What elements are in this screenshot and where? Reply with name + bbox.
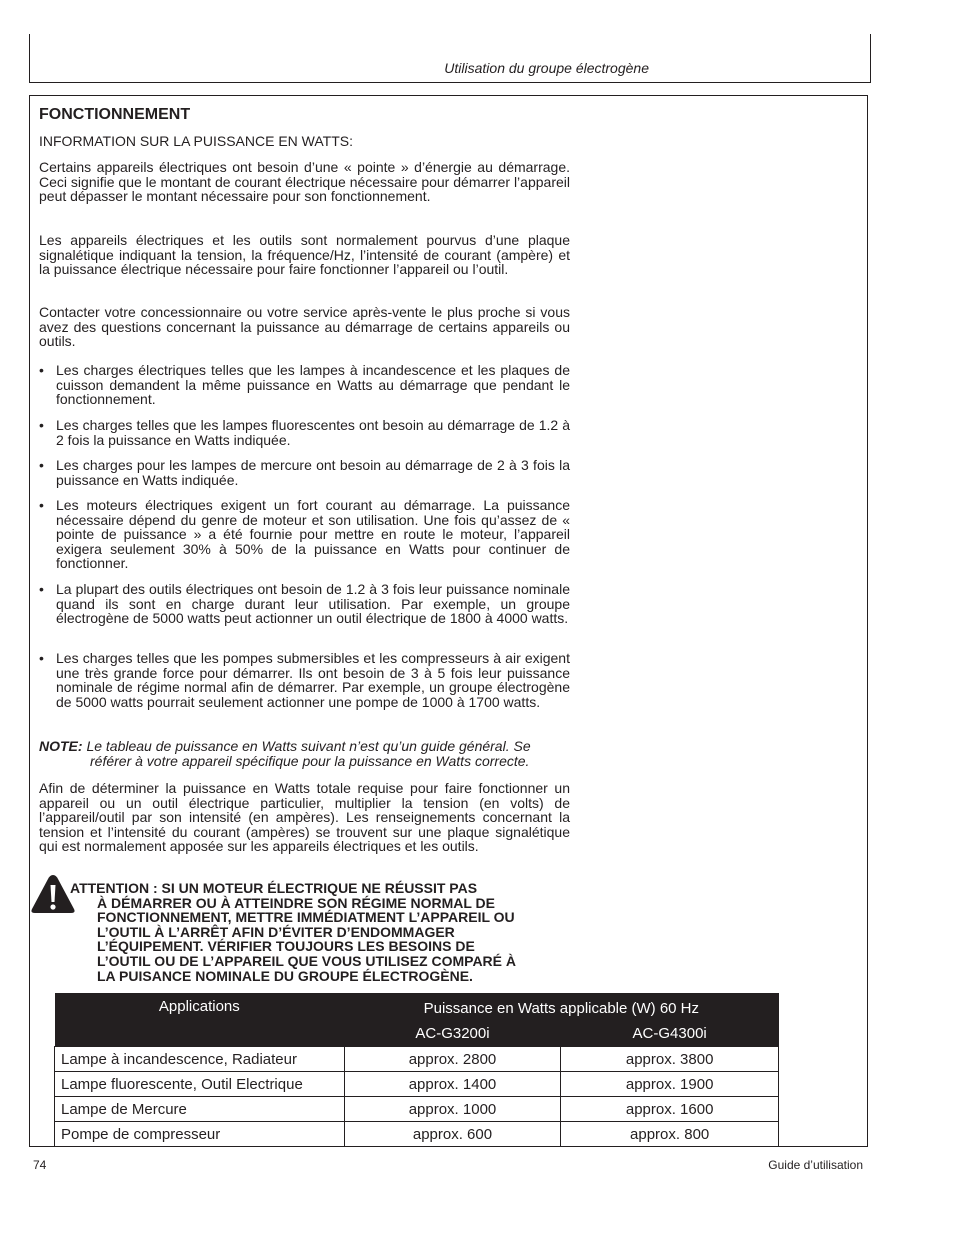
footer-guide-title: Guide d’utilisation bbox=[768, 1158, 863, 1172]
model-2-cell: approx. 800 bbox=[561, 1122, 779, 1147]
list-item-text: La plupart des outils électriques ont besoin de 1.2 à 3 fois leur puissance nominale quand ils sont en charge durant leur utilisation. Par exemple, un groupe électrogène de 5000 watts peut actionner un outil électrique de 1800 à 4000 watts. bbox=[56, 581, 570, 626]
table-row bbox=[55, 1097, 779, 1122]
column-header-model-1: AC-G3200i bbox=[344, 1021, 561, 1047]
list-item bbox=[39, 582, 570, 626]
paragraph-1: Certains appareils électriques ont besoin d’une « pointe » d’énergie au démarrage. Ceci signifie que le montant de courant électrique nécessaire pour démarrer l’appareil peut dépasser le montant nécessaire pour son fonctionnement. bbox=[39, 159, 570, 204]
list-item-text: Les charges électriques telles que les lampes à incandescence et les plaques de cuisson demandent la même puissance en Watts au démarrage que pendant le fonctionnement. bbox=[56, 362, 570, 407]
bullet-icon: • bbox=[39, 362, 44, 378]
bullet-icon: • bbox=[39, 497, 44, 513]
bullet-icon: • bbox=[39, 417, 44, 433]
model-1-cell: approx. 1000 bbox=[344, 1097, 561, 1122]
bullet-icon: • bbox=[39, 650, 44, 666]
note-text-line-2: référer à votre appareil spécifique pour la puissance en Watts correcte. bbox=[90, 753, 530, 769]
list-item bbox=[39, 498, 570, 571]
model-2-cell: approx. 1900 bbox=[561, 1072, 779, 1097]
column-header-model-2: AC-G4300i bbox=[561, 1021, 779, 1047]
section-subtitle: INFORMATION SUR LA PUISSANCE EN WATTS: bbox=[39, 133, 353, 149]
note bbox=[39, 739, 584, 769]
table-row bbox=[55, 1072, 779, 1097]
list-item-text: Les charges telles que les pompes submersibles et les compresseurs à air exigent une très grande force pour démarrer. Ils ont besoin de 3 à 5 fois leur puissance nominale de régime normal afin de démarrer. Par exemple, un groupe électrogène de 5000 watts pourrait seulement actionner une pompe de 1000 à 1700 watts. bbox=[56, 650, 570, 710]
section-title: FONCTIONNEMENT bbox=[39, 106, 191, 123]
application-cell: Lampe à incandescence, Radiateur bbox=[55, 1047, 345, 1072]
table-row bbox=[55, 1122, 779, 1147]
list-item bbox=[39, 651, 570, 709]
application-cell: Lampe fluorescente, Outil Electrique bbox=[55, 1072, 345, 1097]
list-item-text: Les moteurs électriques exigent un fort courant au démarrage. La puissance nécessaire dépend du genre de moteur et son utilisation. Une fois qu’assez de « pointe de puissance » a été fournie pour mettre en route le moteur, l’appareil exigera seulement 30% à 50% de la puissance en Watts pour continuer de fonctionner. bbox=[56, 497, 570, 571]
bullet-icon: • bbox=[39, 581, 44, 597]
warning-block bbox=[30, 873, 590, 985]
model-1-cell: approx. 1400 bbox=[344, 1072, 561, 1097]
model-1-cell: approx. 2800 bbox=[344, 1047, 561, 1072]
note-text-line-1: Le tableau de puissance en Watts suivant n’est qu’un guide général. Se bbox=[82, 738, 531, 754]
column-header-applications: Applications bbox=[55, 993, 345, 1047]
bullet-icon: • bbox=[39, 457, 44, 473]
model-1-cell: approx. 600 bbox=[344, 1122, 561, 1147]
paragraph-4: Afin de déterminer la puissance en Watts totale requise pour faire fonctionner un appareil ou un outil électrique particulier, multiplier la tension (en volts) de l’appareil/outil par son intensité (en ampères). Les renseignements concernant la tension et l’intensité du courant (ampères) se trouvent sur une plaque signalétique qui est normalement apposée sur les appareils électriques et les outils. bbox=[39, 780, 570, 854]
model-2-cell: approx. 3800 bbox=[561, 1047, 779, 1072]
table-row bbox=[55, 1047, 779, 1072]
warning-text: ATTENTION : SI UN MOTEUR ÉLECTRIQUE NE RÉUSSIT PAS À DÉMARRER OU À ATTEINDRE SON RÉGIME NORMAL DE FONCTIONNEMENT, METTRE IMMÉDIATMENT L’APPAREIL OU L’OUTIL À L’ARRÊT AFIN D’ÉVITER D’ENDOMMAGER L’ÉQUIPEMENT. VÉRIFIER TOUJOURS LES BESOINS DE L’OUTIL OU DE L’APPAREIL QUE VOUS UTILISEZ COMPARÉ À LA PUISANCE NOMINALE DU GROUPE ÉLECTROGÈNE. bbox=[70, 880, 517, 984]
application-cell: Pompe de compresseur bbox=[55, 1122, 345, 1147]
paragraph-2: Les appareils électriques et les outils sont normalement pourvus d’une plaque signalétique indiquant la tension, la fréquence/Hz, l’intensité de courant (ampère) et la puissance électrique nécessaire pour faire fonctionner l’appareil ou l’outil. bbox=[39, 232, 570, 277]
list-item bbox=[39, 418, 570, 447]
paragraph-3: Contacter votre concessionnaire ou votre service après-vente le plus proche si vous avez des questions concernant la puissance au démarrage de certains appareils ou outils. bbox=[39, 304, 570, 349]
running-header: Utilisation du groupe électrogène bbox=[444, 60, 649, 76]
column-header-power: Puissance en Watts applicable (W) 60 Hz bbox=[344, 993, 778, 1021]
list-item bbox=[39, 458, 570, 487]
wattage-table bbox=[54, 993, 779, 1147]
page-number: 74 bbox=[33, 1158, 47, 1172]
list-item bbox=[39, 363, 570, 407]
note-label: NOTE: bbox=[39, 738, 83, 754]
list-item-text: Les charges pour les lampes de mercure ont besoin au démarrage de 2 à 3 fois la puissance en Watts indiquée. bbox=[56, 457, 570, 488]
model-2-cell: approx. 1600 bbox=[561, 1097, 779, 1122]
list-item-text: Les charges telles que les lampes fluorescentes ont besoin au démarrage de 1.2 à 2 fois la puissance en Watts indiquée. bbox=[56, 417, 570, 448]
application-cell: Lampe de Mercure bbox=[55, 1097, 345, 1122]
